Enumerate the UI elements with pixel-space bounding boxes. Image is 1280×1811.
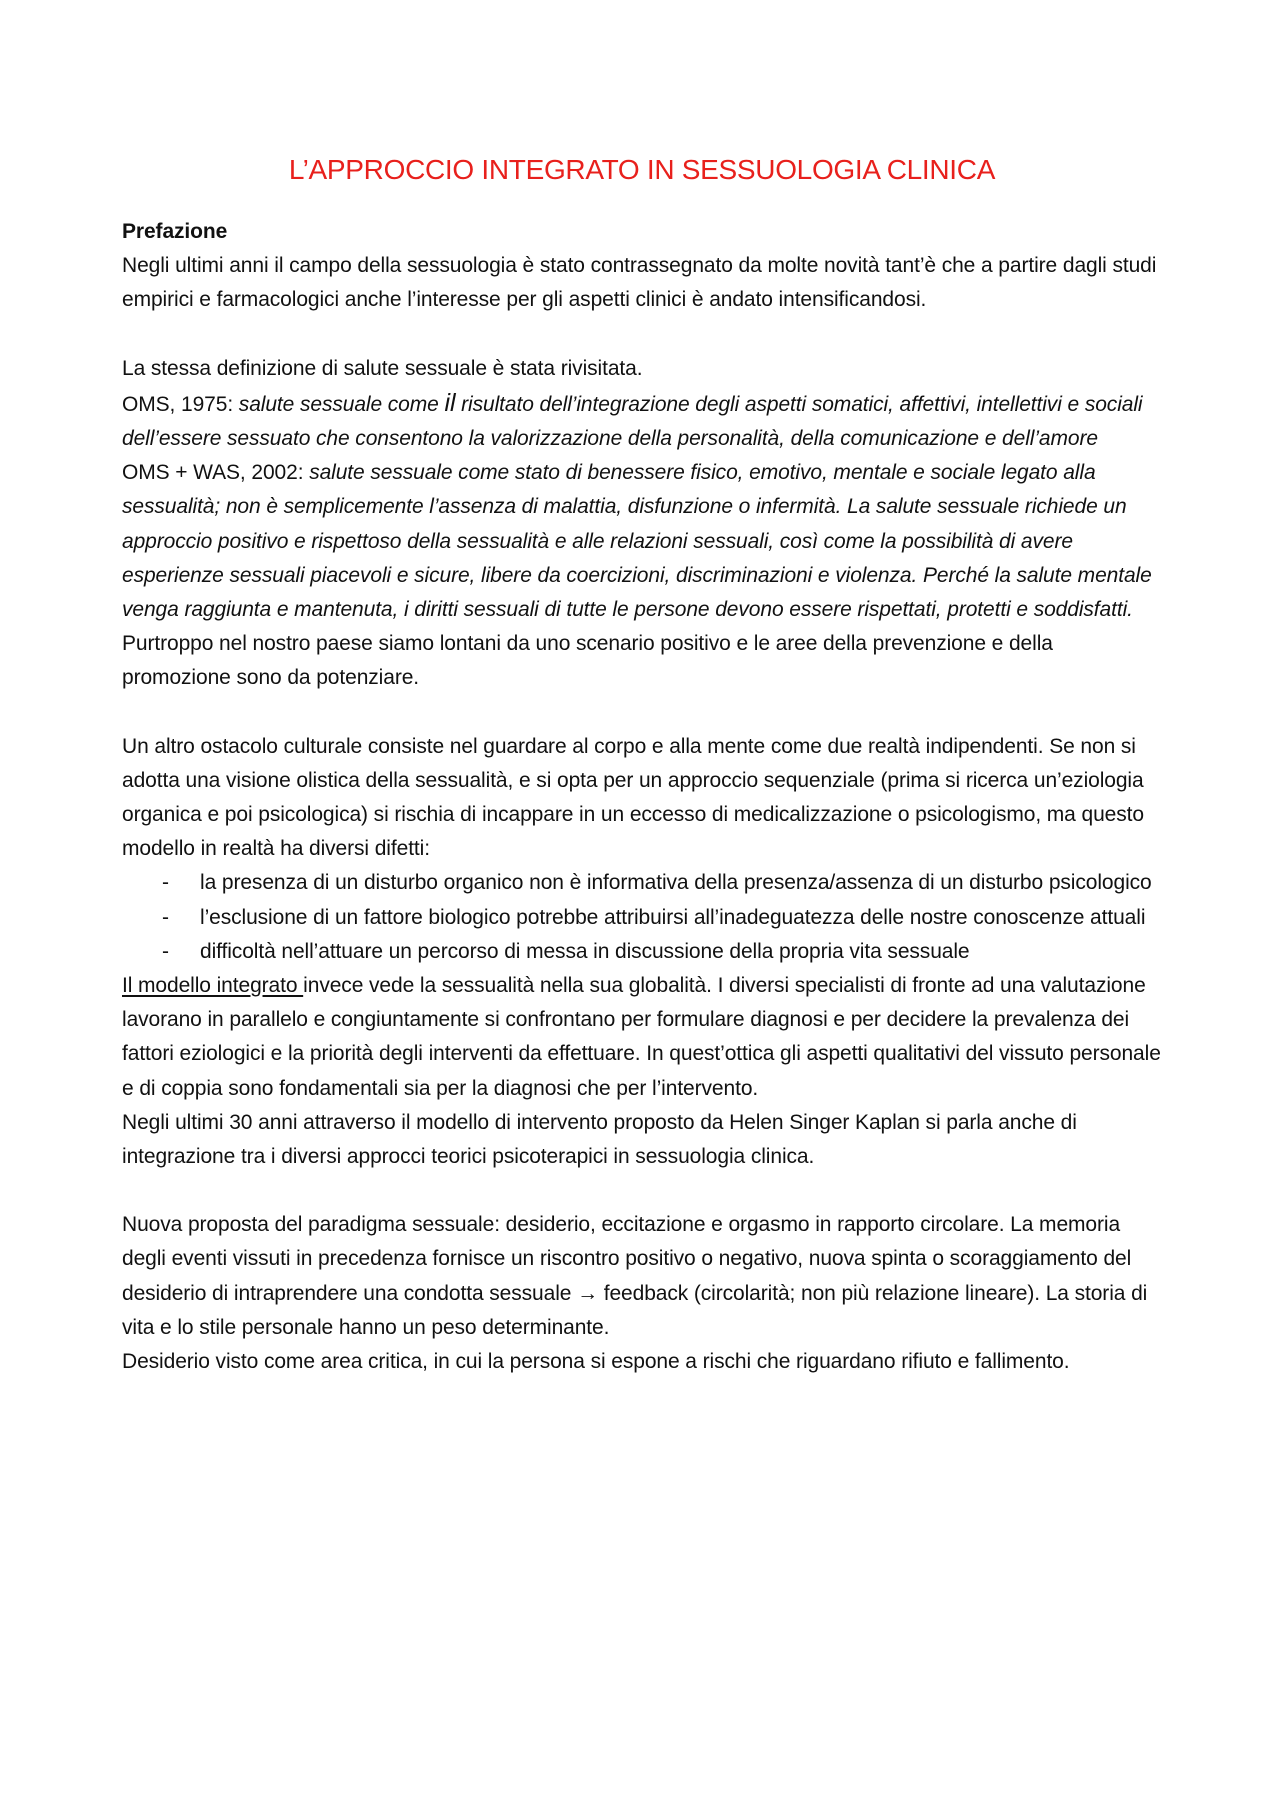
list-item-text: l’esclusione di un fattore biologico potrebbe attribuirsi all’inadeguatezza delle nostre conoscenze attuali (200, 905, 1146, 929)
paragraph-prevention: Purtroppo nel nostro paese siamo lontani da uno scenario positivo e le aree della prevenzione e della promozione sono da potenziare. (122, 632, 1053, 690)
list-item-text: la presenza di un disturbo organico non è informativa della presenza/assenza di un disturbo psicologico (200, 871, 1152, 895)
paragraph-text: Nuova proposta del paradigma sessuale: desiderio, eccitazione e orgasmo in rapporto circolare. La memoria degli eventi vissuti in precedenza fornisce un riscontro positivo o negativo, nuova spinta o scoraggiamento del desiderio di intraprendere una condotta sessuale (122, 1213, 1132, 1305)
list-item-text: difficoltà nell’attuare un percorso di messa in discussione della propria vita sessuale (200, 939, 970, 963)
paragraph-text: feedback (circolarità; non più relazione lineare). La storia di vita e lo stile personale hanno un peso determinante. (122, 1281, 1148, 1339)
list-bullet: - (162, 939, 169, 963)
document-body (122, 150, 1162, 1379)
spacer (122, 696, 1162, 730)
definition-label: OMS, 1975: (122, 392, 239, 416)
list-item (122, 935, 1162, 969)
paragraph-intro: Negli ultimi anni il campo della sessuologia è stato contrassegnato da molte novità tant’è che a partire dagli studi empirici e farmacologici anche l’interesse per gli aspetti clinici è andato intensificandosi. (122, 254, 1157, 312)
defects-list (122, 866, 1162, 969)
arrow-right-icon: → (577, 1281, 598, 1305)
definition-text: risultato dell’integrazione degli aspetti somatici, affettivi, intellettivi e sociali dell’essere sessuato che consentono la valorizzazione della personalità, della comunicazione e dell’amore (122, 392, 1143, 451)
list-bullet: - (162, 905, 169, 929)
paragraph-obstacle: Un altro ostacolo culturale consiste nel guardare al corpo e alla mente come due realtà indipendenti. Se non si adotta una visione olistica della sessualità, e si opta per un approccio sequenziale (prima si ricerca un’eziologia organica e poi psicologica) si rischia di incappare in un eccesso di medicalizzazione o psicologismo, ma questo modello in realtà ha diversi difetti: (122, 734, 1144, 861)
document-title: L’APPROCCIO INTEGRATO IN SESSUOLOGIA CLINICA (288, 154, 996, 185)
paragraph-text: invece vede la sessualità nella sua globalità. I diversi specialisti di fronte ad una valutazione lavorano in parallelo e congiuntamente si confrontano per formulare diagnosi e per decidere la prevalenza dei fattori eziologici e la priorità degli interventi da effettuare. In quest’ottica gli aspetti qualitativi del vissuto personale e di coppia sono fondamentali sia per la diagnosi che per l’intervento. (122, 974, 1161, 1100)
paragraph-paradigm (122, 1208, 1162, 1345)
underlined-term: Il modello integrato (122, 974, 304, 998)
list-bullet: - (162, 871, 169, 895)
definition-oms-1975 (122, 386, 1162, 456)
definition-text: salute sessuale come stato di benessere fisico, emotivo, mentale e sociale legato alla sessualità; non è semplicemente l’assenza di malattia, disfunzione o infermità. La salute sessuale richiede un approccio positivo e rispettoso della sessualità e alle relazioni sessuali, così come la possibilità di avere esperienze sessuali piacevoli e sicure, libere da coercizioni, discriminazioni e violenza. Perché la salute mentale venga raggiunta e mantenuta, i diritti sessuali di tutte le persone devono essere rispettati, protetti e soddisfatti. (122, 461, 1152, 622)
paragraph-definition-intro: La stessa definizione di salute sessuale è stata rivisitata. (122, 356, 643, 380)
paragraph-integrated-model (122, 969, 1162, 1106)
definition-label: OMS + WAS, 2002: (122, 461, 310, 485)
definition-oms-was-2002 (122, 456, 1162, 627)
definition-text-emphasis: il (444, 388, 456, 417)
list-item (122, 901, 1162, 935)
spacer (122, 1174, 1162, 1208)
section-heading: Prefazione (122, 220, 228, 243)
definition-text: salute sessuale come (238, 392, 445, 416)
paragraph-kaplan: Negli ultimi 30 anni attraverso il modello di intervento proposto da Helen Singer Kaplan si parla anche di integrazione tra i diversi approcci teorici psicoterapici in sessuologia clinica. (122, 1110, 1077, 1169)
paragraph-desire: Desiderio visto come area critica, in cui la persona si espone a rischi che riguardano rifiuto e fallimento. (122, 1350, 1070, 1374)
spacer (122, 318, 1162, 352)
list-item (122, 866, 1162, 900)
